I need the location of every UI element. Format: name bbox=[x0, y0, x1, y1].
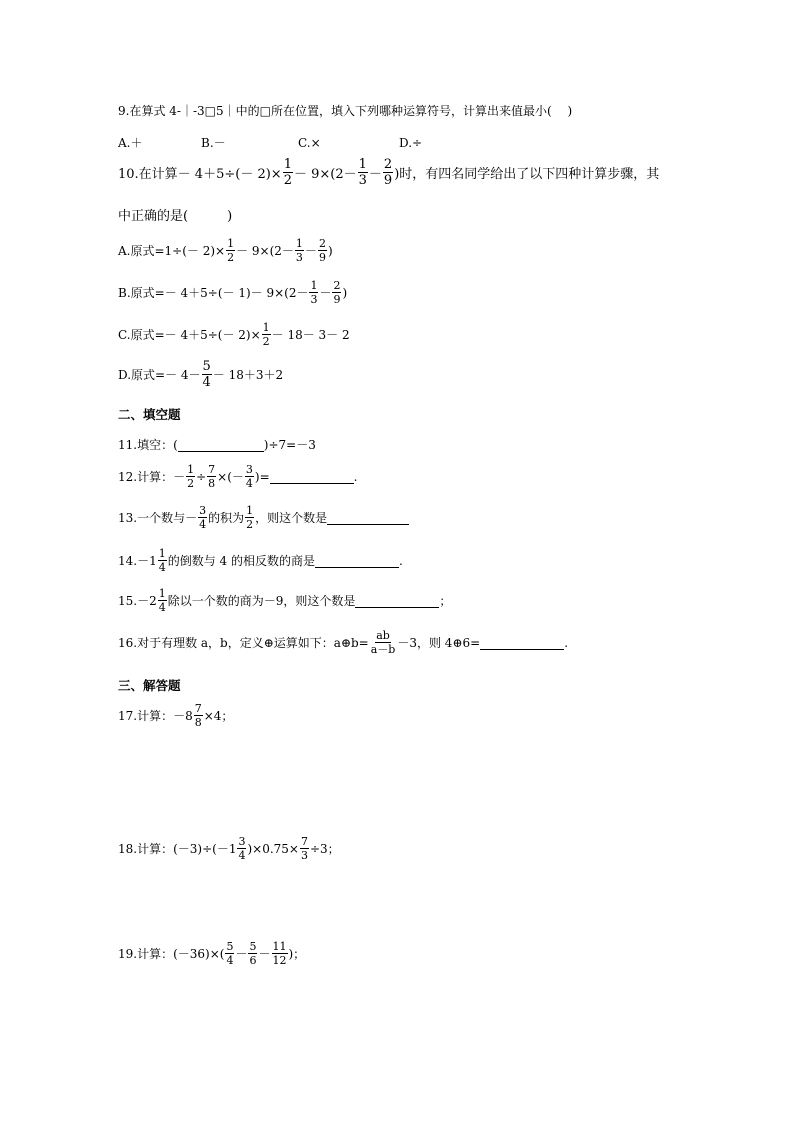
text-fragment: 5 bbox=[249, 940, 257, 953]
text-fragment: 1 bbox=[158, 547, 166, 560]
text-fragment: － bbox=[304, 244, 317, 258]
text-fragment: 12.计算：－ bbox=[118, 470, 186, 484]
fraction bbox=[358, 158, 368, 187]
text-fragment: － bbox=[319, 286, 332, 300]
fraction bbox=[237, 836, 246, 861]
text-fragment: 1 bbox=[158, 587, 166, 600]
fraction bbox=[226, 238, 235, 263]
section-fill-in bbox=[118, 405, 181, 423]
text-fragment: 5 bbox=[226, 940, 234, 953]
text-fragment: 18.计算：(－3)÷(－1 bbox=[118, 842, 237, 856]
text-fragment: ÷ bbox=[196, 469, 207, 484]
text-fragment: ×4； bbox=[203, 709, 234, 723]
text-fragment: －3，则 4⊕6= bbox=[397, 636, 481, 650]
text-fragment: ab bbox=[376, 629, 390, 642]
question-13 bbox=[118, 505, 409, 530]
text-fragment: 2 bbox=[383, 157, 393, 172]
text-fragment: )； bbox=[288, 947, 306, 961]
text-fragment: 1 bbox=[262, 321, 270, 334]
fraction bbox=[295, 238, 304, 263]
text-fragment: 三、解答题 bbox=[118, 678, 181, 693]
text-fragment: 8 bbox=[208, 477, 216, 490]
text-fragment: 19.计算：(－36)×( bbox=[118, 947, 225, 961]
text-fragment: 4 bbox=[199, 518, 207, 531]
option-a: A.＋ bbox=[118, 136, 143, 150]
text-fragment: 4 bbox=[158, 561, 166, 574]
text-fragment: 3 bbox=[295, 251, 303, 264]
text-fragment: 2 bbox=[333, 279, 341, 292]
fraction bbox=[248, 941, 257, 966]
question-10 bbox=[118, 158, 659, 187]
text-fragment: 的倒数与 4 的相反数的商是 bbox=[167, 554, 315, 568]
q10-option-a bbox=[118, 238, 333, 263]
text-fragment: 16.对于有理数 a，b，定义⊕运算如下：a⊕b= bbox=[118, 636, 369, 650]
fraction bbox=[207, 464, 216, 489]
q10-text: 中正确的是( ) bbox=[118, 209, 233, 224]
fraction bbox=[158, 588, 167, 613]
text-fragment: 4 bbox=[245, 477, 253, 490]
text-fragment: )×0.75× bbox=[247, 841, 299, 856]
fraction bbox=[332, 280, 341, 305]
fraction bbox=[202, 360, 212, 389]
answer-blank[interactable] bbox=[178, 437, 264, 452]
text-fragment: 1 bbox=[358, 157, 367, 172]
text-fragment: 8 bbox=[194, 716, 202, 729]
q10-option-b bbox=[118, 280, 347, 305]
text-fragment: 9 bbox=[333, 293, 341, 306]
fraction bbox=[300, 836, 309, 861]
question-12 bbox=[118, 464, 357, 489]
q10-text: － bbox=[368, 167, 382, 182]
question-9-options bbox=[118, 134, 422, 151]
text-fragment: 2 bbox=[187, 477, 195, 490]
text-fragment: 15.－2 bbox=[118, 594, 157, 608]
text-fragment: ) bbox=[327, 243, 333, 258]
q10-option-d bbox=[118, 360, 283, 389]
text-fragment: 3 bbox=[358, 173, 367, 188]
text-fragment: － 18＋3＋2 bbox=[212, 368, 284, 382]
text-fragment: 2 bbox=[318, 237, 326, 250]
text-fragment: 5 bbox=[202, 359, 211, 374]
text-fragment: － 9×(2－ bbox=[236, 244, 294, 258]
fraction bbox=[245, 505, 254, 530]
text-fragment: 11.填空：( bbox=[118, 438, 178, 452]
fraction bbox=[309, 280, 318, 305]
text-fragment: A.原式=1÷(－ 2)× bbox=[118, 244, 226, 258]
text-fragment: 4 bbox=[238, 849, 246, 862]
question-17 bbox=[118, 703, 233, 728]
text-fragment: 6 bbox=[249, 954, 257, 967]
question-10-line2 bbox=[118, 205, 232, 224]
text-fragment: 4 bbox=[226, 954, 234, 967]
text-fragment: － 18－ 3－ 2 bbox=[271, 328, 350, 342]
text-fragment: 2 bbox=[227, 251, 235, 264]
q10-text: )时，有四名同学给出了以下四种计算步骤，其 bbox=[394, 167, 660, 182]
answer-blank[interactable] bbox=[327, 510, 409, 525]
text-fragment: )= bbox=[254, 469, 270, 484]
text-fragment: 3 bbox=[300, 849, 308, 862]
question-18 bbox=[118, 836, 340, 861]
text-fragment: 1 bbox=[295, 237, 303, 250]
q10-text: － 9×(2－ bbox=[293, 167, 357, 182]
fraction bbox=[318, 238, 327, 263]
text-fragment: . bbox=[399, 553, 403, 568]
fraction bbox=[383, 158, 393, 187]
answer-blank[interactable] bbox=[270, 469, 354, 484]
text-fragment: 1 bbox=[227, 237, 235, 250]
text-fragment: 7 bbox=[300, 835, 308, 848]
text-fragment: 17.计算：－8 bbox=[118, 709, 193, 723]
text-fragment: 9 bbox=[318, 251, 326, 264]
text-fragment: 3 bbox=[245, 463, 253, 476]
text-fragment: 1 bbox=[310, 279, 318, 292]
fraction bbox=[262, 322, 271, 347]
text-fragment: 的积为 bbox=[208, 511, 245, 525]
option-d: D.÷ bbox=[399, 135, 423, 150]
text-fragment: 3 bbox=[238, 835, 246, 848]
fraction bbox=[283, 158, 293, 187]
text-fragment: 12 bbox=[272, 954, 287, 967]
question-9-text: 9.在算式 4-｜-3□5｜中的□所在位置，填入下列哪种运算符号，计算出来值最小( ) bbox=[118, 104, 573, 118]
text-fragment: a－b bbox=[370, 643, 396, 656]
section-solve bbox=[118, 676, 181, 694]
text-fragment: 2 bbox=[262, 335, 270, 348]
q10-option-c bbox=[118, 322, 350, 347]
fraction bbox=[186, 464, 195, 489]
option-b: B.－ bbox=[201, 136, 226, 150]
text-fragment: 13.一个数与－ bbox=[118, 511, 198, 525]
text-fragment: . bbox=[353, 469, 358, 484]
question-9 bbox=[118, 102, 572, 119]
answer-blank[interactable] bbox=[355, 593, 439, 608]
fraction bbox=[194, 703, 203, 728]
text-fragment: ； bbox=[439, 594, 452, 608]
question-16 bbox=[118, 630, 568, 655]
text-fragment: 2 bbox=[246, 518, 254, 531]
fraction bbox=[198, 505, 207, 530]
text-fragment: 1 bbox=[187, 463, 195, 476]
fraction bbox=[245, 464, 254, 489]
answer-blank[interactable] bbox=[315, 553, 399, 568]
text-fragment: D.原式=－ 4－ bbox=[118, 368, 201, 382]
text-fragment: 4 bbox=[202, 375, 211, 390]
text-fragment: 3 bbox=[199, 504, 207, 517]
question-15 bbox=[118, 588, 451, 613]
question-19 bbox=[118, 941, 305, 966]
answer-blank[interactable] bbox=[480, 635, 564, 650]
text-fragment: 除以一个数的商为－9，则这个数是 bbox=[167, 594, 356, 608]
text-fragment: ÷3； bbox=[309, 842, 340, 856]
text-fragment: 9 bbox=[383, 173, 393, 188]
question-11 bbox=[118, 436, 316, 453]
text-fragment: 11 bbox=[272, 940, 287, 953]
text-fragment: B.原式=－ 4＋5÷(－ 1)－ 9×(2－ bbox=[118, 286, 309, 300]
q10-prefix: 10.在计算－ 4＋5÷(－ 2)× bbox=[118, 167, 282, 182]
fraction bbox=[370, 630, 397, 655]
fraction bbox=[225, 941, 234, 966]
text-fragment: 7 bbox=[194, 702, 202, 715]
text-fragment: 14.－1 bbox=[118, 554, 157, 568]
option-c: C.× bbox=[298, 135, 321, 150]
text-fragment: 4 bbox=[158, 601, 166, 614]
fraction bbox=[158, 548, 167, 573]
fraction bbox=[272, 941, 288, 966]
text-fragment: ×(－ bbox=[217, 470, 244, 484]
text-fragment: . bbox=[564, 635, 569, 650]
text-fragment: 1 bbox=[283, 157, 292, 172]
text-fragment: － bbox=[258, 947, 271, 961]
text-fragment: ，则这个数是 bbox=[255, 511, 328, 525]
question-14 bbox=[118, 548, 403, 573]
text-fragment: C.原式=－ 4＋5÷(－ 2)× bbox=[118, 328, 261, 342]
text-fragment: 二、填空题 bbox=[118, 407, 181, 422]
text-fragment: ) bbox=[342, 285, 348, 300]
text-fragment: － bbox=[235, 947, 248, 961]
text-fragment: 1 bbox=[246, 504, 254, 517]
text-fragment: 3 bbox=[310, 293, 318, 306]
text-fragment: 2 bbox=[283, 173, 292, 188]
text-fragment: 7 bbox=[208, 463, 216, 476]
text-fragment: )÷7=－3 bbox=[263, 438, 316, 452]
